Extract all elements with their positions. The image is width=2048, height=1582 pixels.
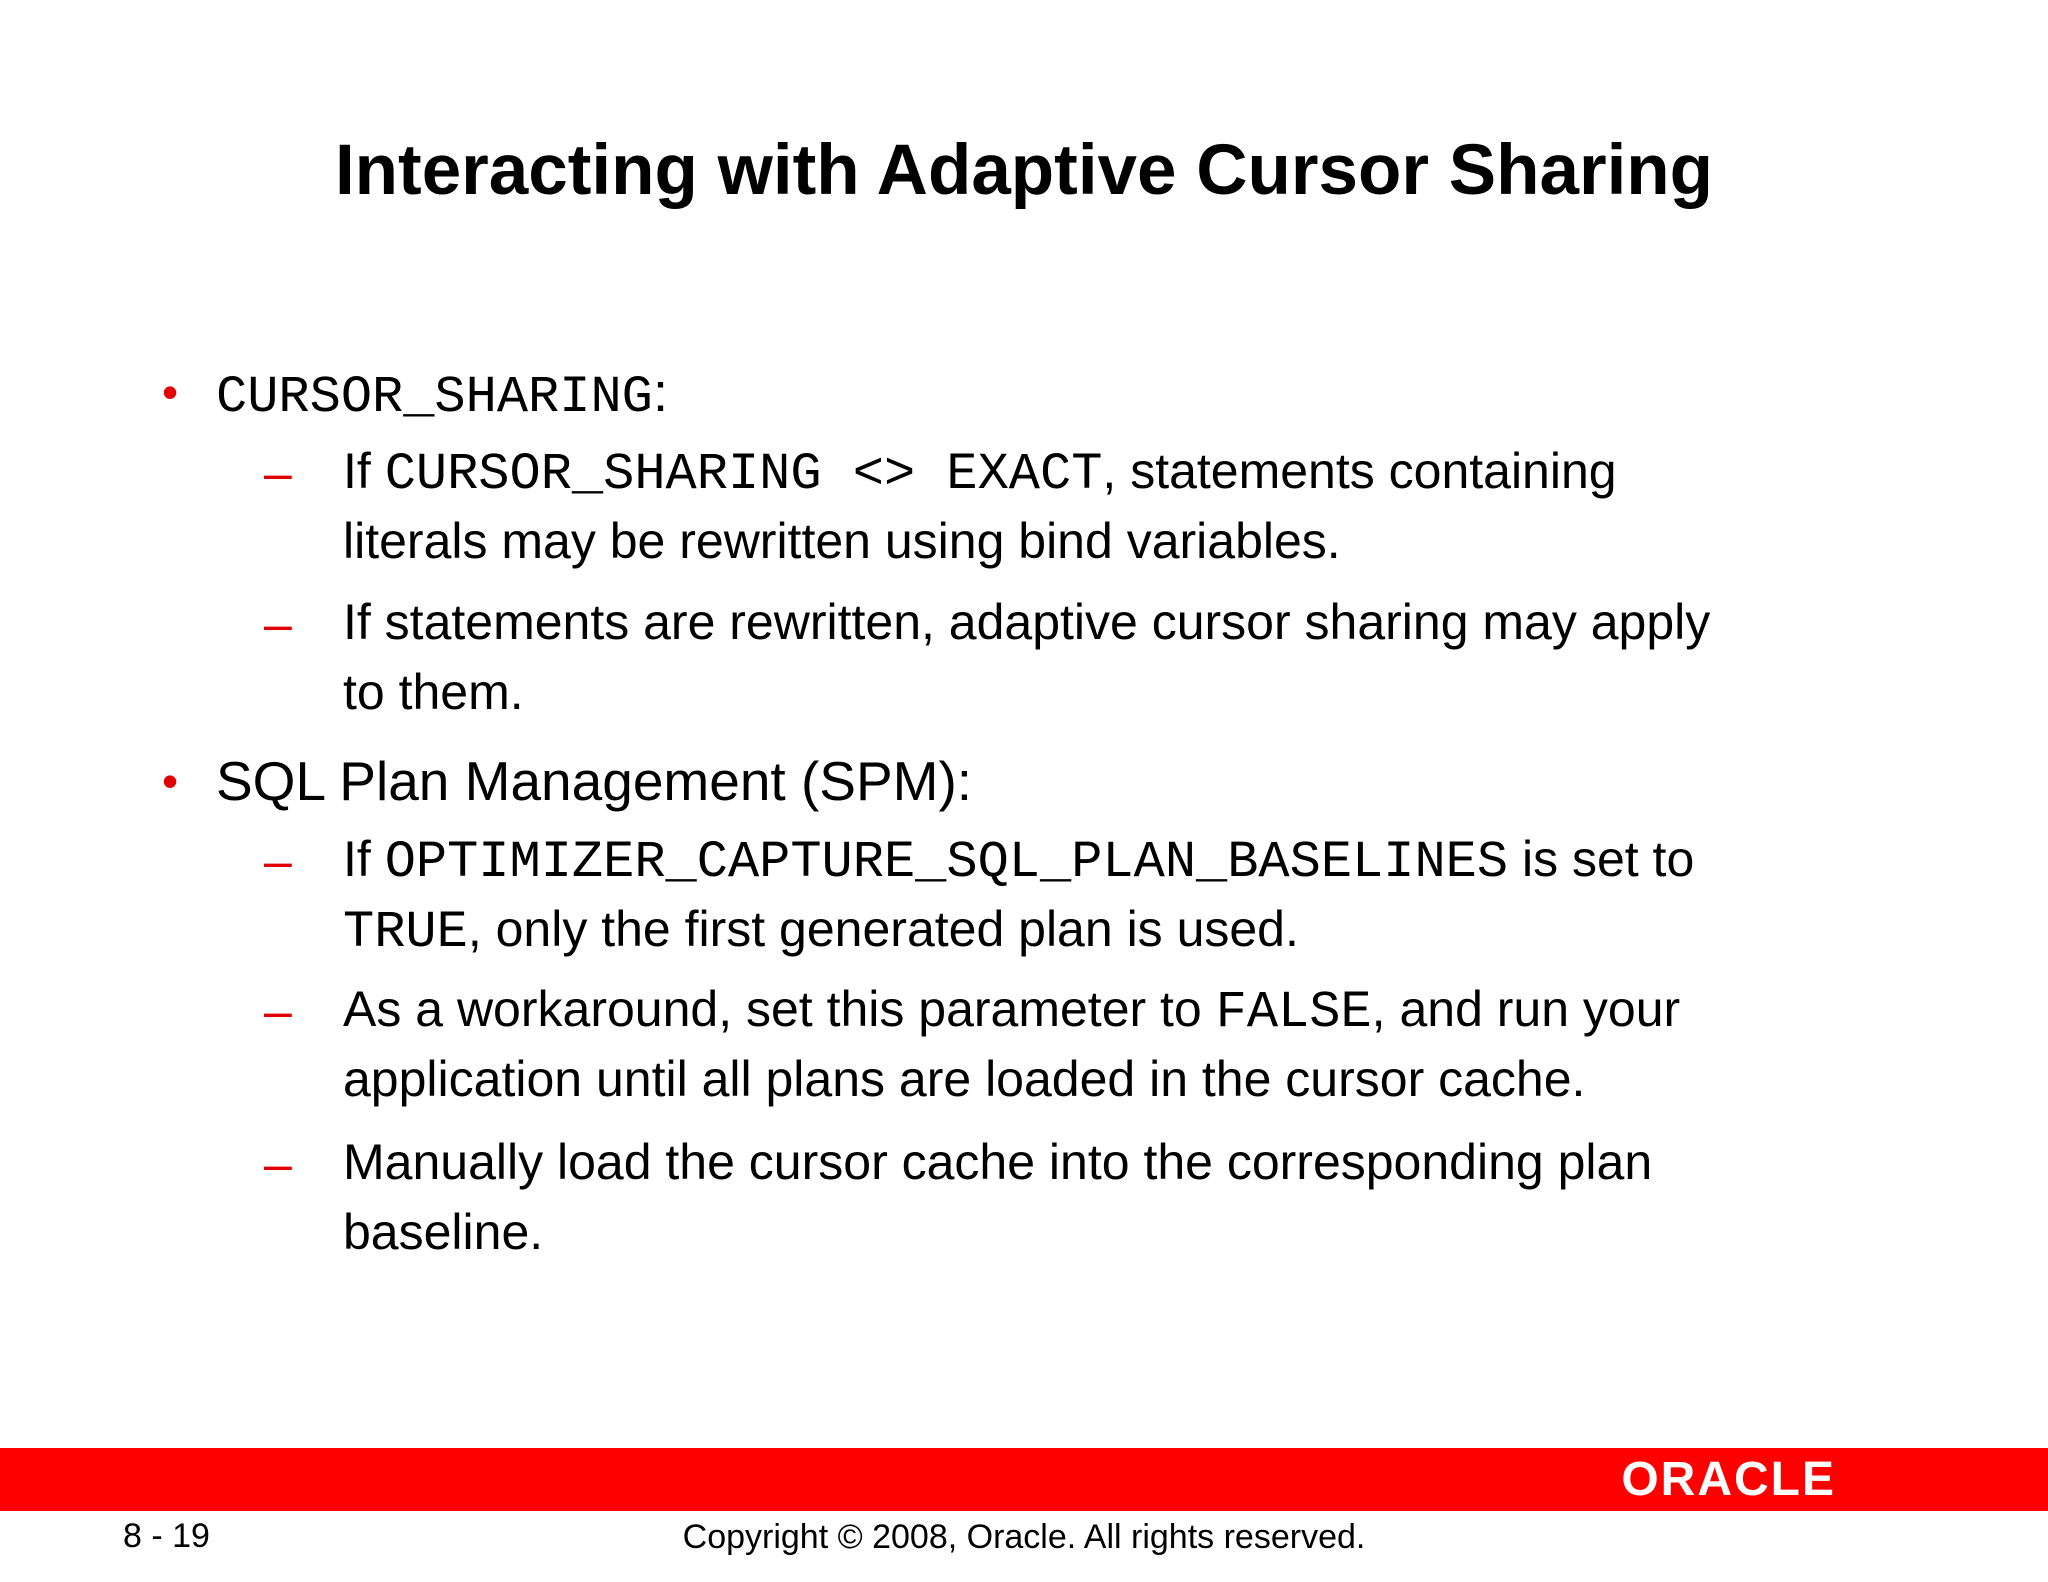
code-literal: FALSE — [1215, 983, 1372, 1042]
bullet-marker: • — [162, 366, 179, 418]
code-literal: OPTIMIZER_CAPTURE_SQL_PLAN_BASELINES — [384, 833, 1509, 892]
sub-bullet-line — [343, 507, 1341, 576]
text-run: is set to — [1508, 831, 1695, 887]
text-run: If — [343, 831, 385, 887]
bullet-item — [216, 356, 668, 434]
code-literal: CURSOR_SHARING — [216, 368, 653, 427]
text-run: to them. — [343, 664, 524, 720]
sub-bullet-line — [343, 1198, 543, 1267]
sub-bullet-line — [343, 825, 1694, 897]
text-run: literals may be rewritten using bind variables. — [343, 513, 1341, 569]
page-number: 8 - 19 — [123, 1517, 210, 1555]
sub-bullet-line — [343, 588, 1710, 657]
code-literal: TRUE — [343, 903, 468, 962]
sub-bullet-dash: – — [264, 833, 292, 889]
text-run: As a workaround, set this parameter to — [343, 981, 1216, 1037]
sub-bullet-line — [343, 1045, 1585, 1114]
text-run: , only the first generated plan is used. — [467, 901, 1299, 957]
sub-bullet-dash: – — [264, 983, 292, 1039]
text-run: SQL Plan Management (SPM): — [216, 750, 973, 812]
sub-bullet-line — [343, 895, 1299, 967]
copyright-notice: Copyright © 2008, Oracle. All rights reserved. — [682, 1518, 1366, 1556]
bullet-item — [216, 745, 972, 817]
sub-bullet-line — [343, 975, 1680, 1047]
sub-bullet-dash: – — [264, 1136, 292, 1192]
text-run: Manually load the cursor cache into the corresponding plan — [343, 1134, 1653, 1190]
sub-bullet-line — [343, 658, 524, 727]
sub-bullet-dash: – — [264, 596, 292, 652]
text-run: If statements are rewritten, adaptive cursor sharing may apply — [343, 594, 1711, 650]
slide-title: Interacting with Adaptive Cursor Sharing — [334, 131, 1714, 210]
code-literal: CURSOR_SHARING <> EXACT — [384, 445, 1103, 504]
text-run: If — [343, 443, 385, 499]
bullet-marker: • — [162, 755, 179, 807]
sub-bullet-dash: – — [264, 445, 292, 501]
text-run: , and run your — [1371, 981, 1681, 1037]
text-run: application until all plans are loaded in the cursor cache. — [343, 1051, 1586, 1107]
oracle-logo: ORACLE — [1621, 1453, 1836, 1506]
text-run: , statements containing — [1102, 443, 1617, 499]
text-run: baseline. — [343, 1204, 544, 1260]
sub-bullet-line — [343, 1128, 1652, 1197]
sub-bullet-line — [343, 437, 1617, 509]
text-run: : — [652, 361, 669, 423]
